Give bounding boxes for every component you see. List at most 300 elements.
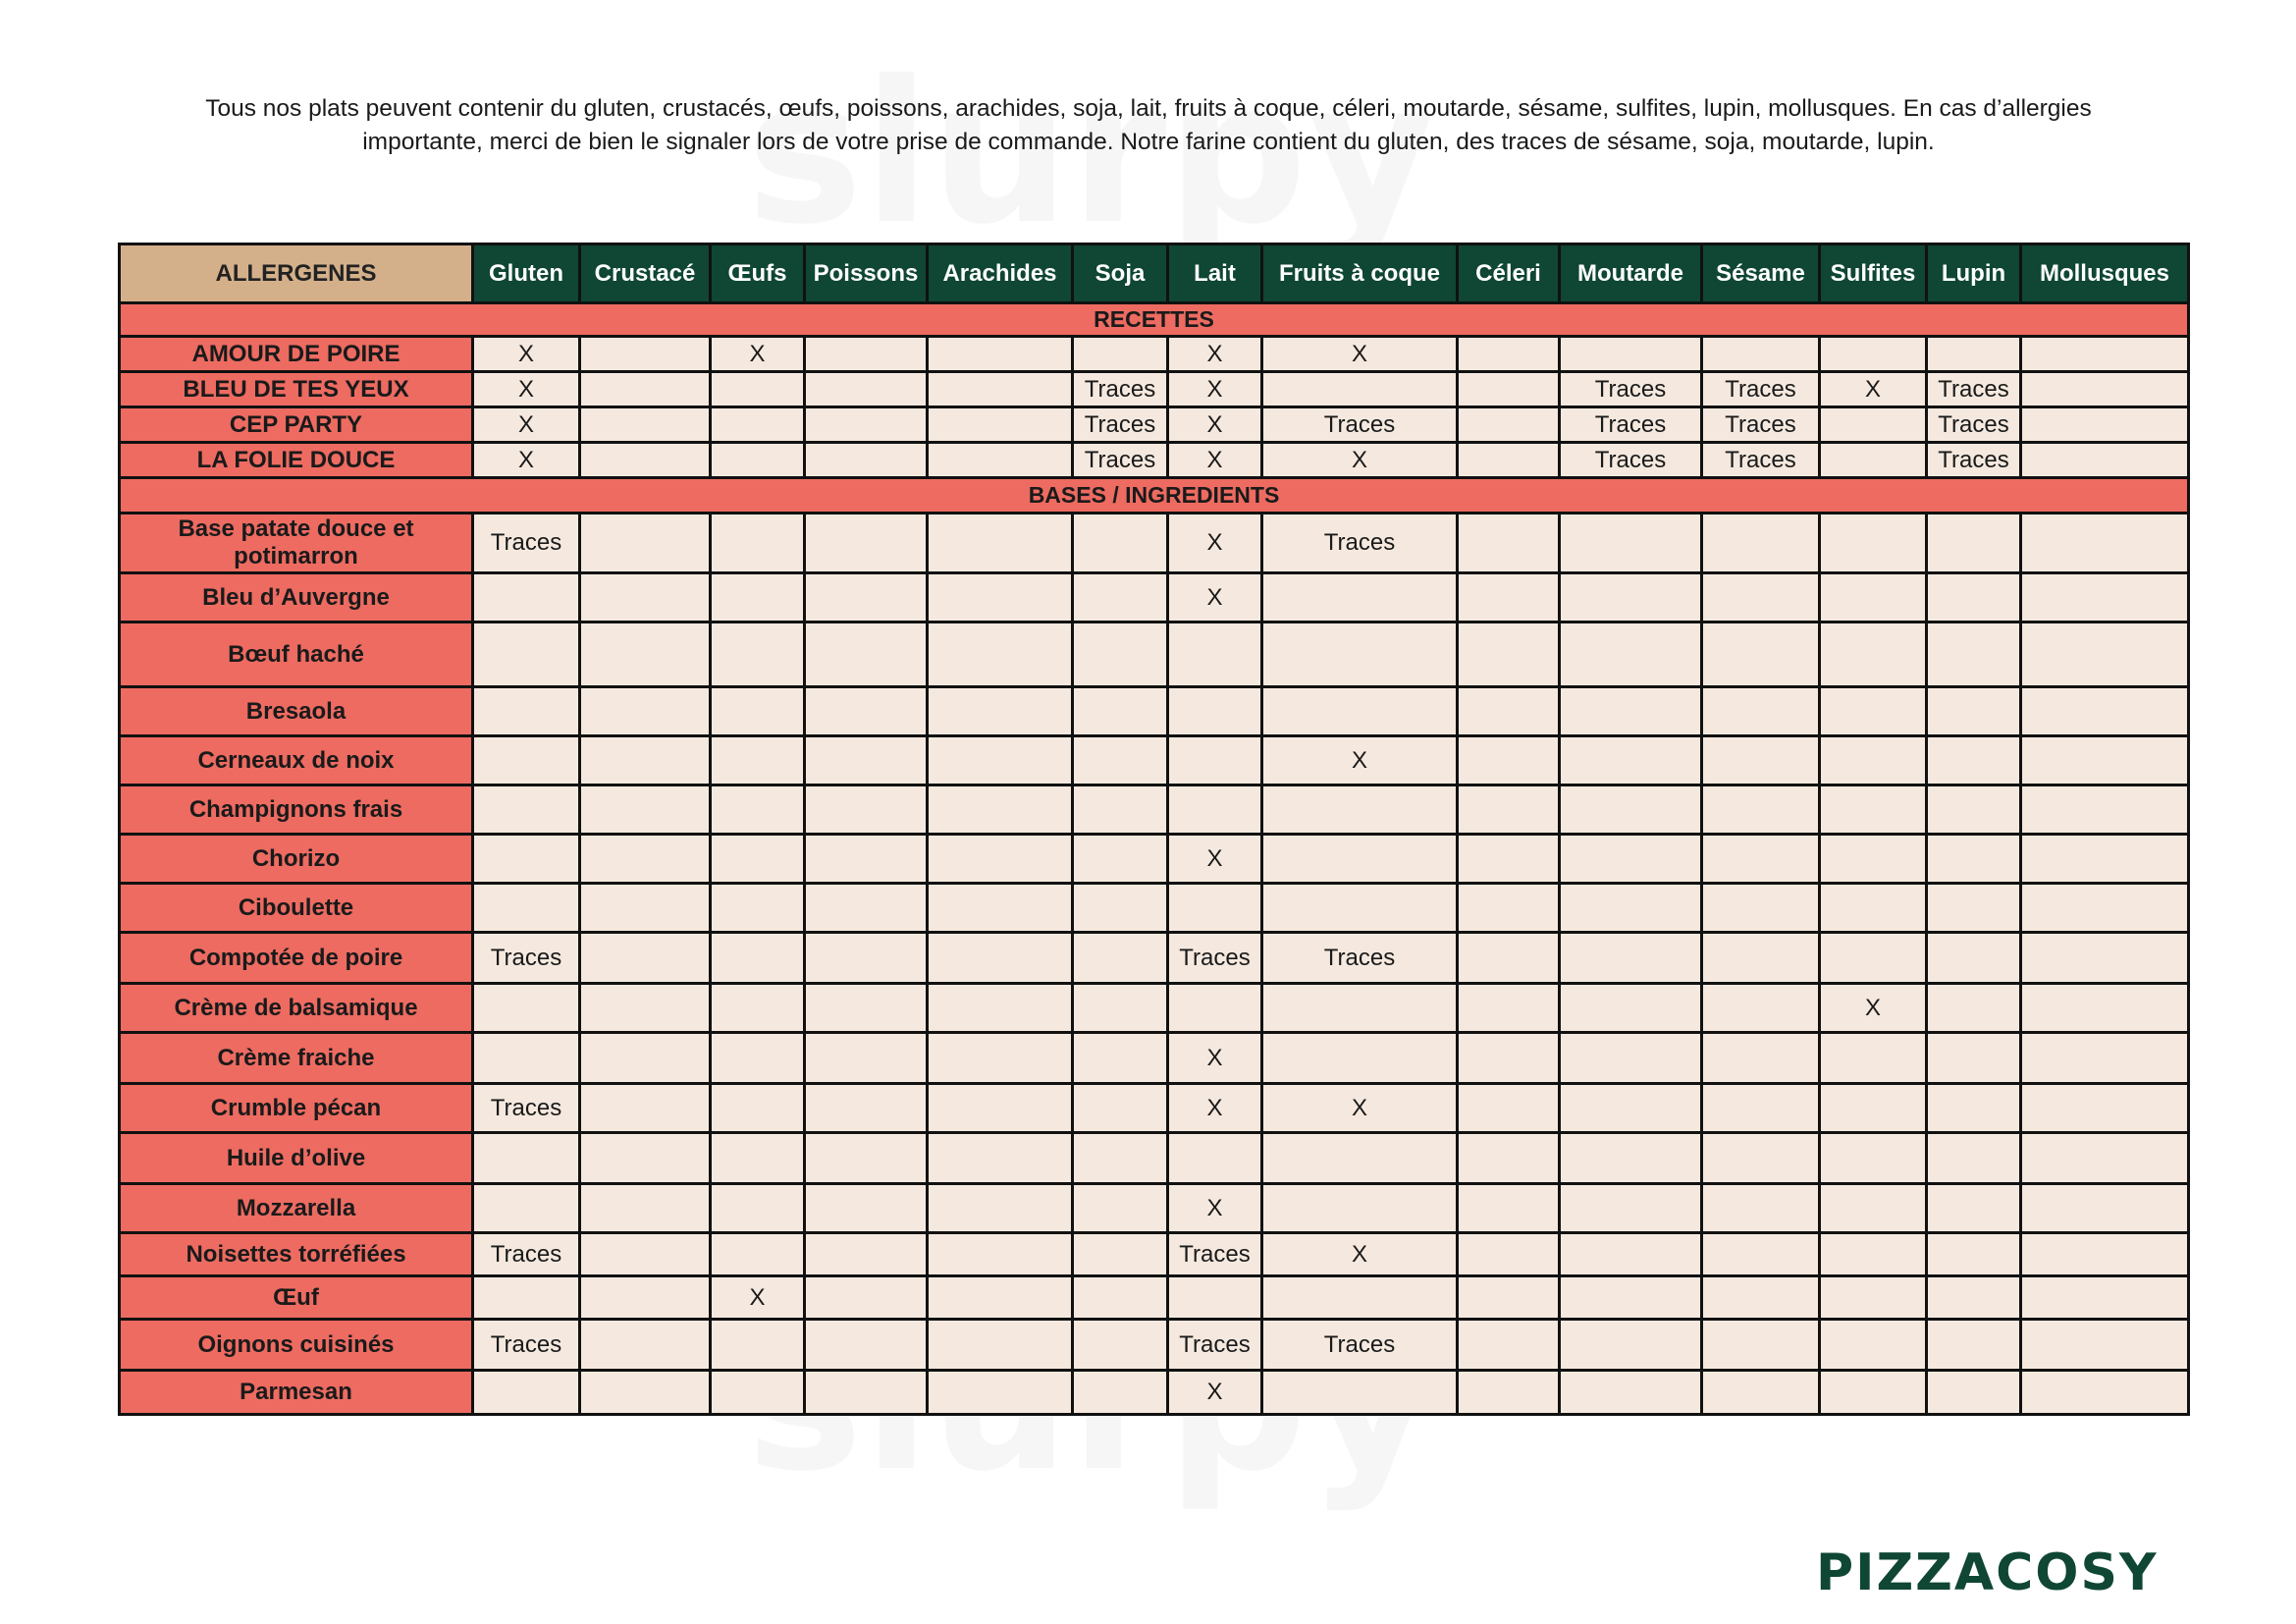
table-row (120, 1184, 2189, 1233)
allergen-cell (1458, 1233, 1560, 1276)
table-row (120, 984, 2189, 1033)
allergen-cell (928, 1084, 1073, 1133)
allergen-cell (805, 623, 928, 687)
allergen-cell (2021, 1320, 2189, 1371)
allergen-cell (1702, 835, 1820, 884)
allergen-cell (473, 984, 580, 1033)
allergen-cell (580, 1371, 711, 1415)
allergen-cell (711, 785, 805, 835)
allergen-cell (1702, 933, 1820, 984)
allergen-cell (2021, 337, 2189, 372)
allergen-cell (1927, 623, 2021, 687)
allergen-cell (1702, 337, 1820, 372)
allergen-cell (1073, 835, 1168, 884)
allergen-cell (2021, 372, 2189, 407)
row-label: Compotée de poire (120, 933, 473, 984)
allergen-cell (1560, 687, 1702, 736)
row-label: CEP PARTY (120, 407, 473, 443)
allergen-cell (1073, 1233, 1168, 1276)
allergen-cell (2021, 1184, 2189, 1233)
allergen-cell (928, 1276, 1073, 1320)
allergen-cell (928, 835, 1073, 884)
allergen-cell: Traces (1702, 407, 1820, 443)
allergen-cell (1168, 785, 1262, 835)
allergen-cell (2021, 984, 2189, 1033)
table-row (120, 785, 2189, 835)
allergen-cell: X (1820, 372, 1927, 407)
allergen-cell (1702, 1371, 1820, 1415)
allergen-cell (1820, 573, 1927, 623)
allergen-cell: Traces (473, 1233, 580, 1276)
allergen-cell (580, 687, 711, 736)
allergen-cell (1560, 1084, 1702, 1133)
allergen-cell (805, 785, 928, 835)
row-label: Ciboulette (120, 884, 473, 933)
allergen-cell (928, 623, 1073, 687)
allergen-cell: X (473, 407, 580, 443)
allergen-cell (928, 1371, 1073, 1415)
allergen-cell (805, 687, 928, 736)
allergen-cell (580, 1276, 711, 1320)
allergen-cell (473, 573, 580, 623)
allergen-cell (1560, 884, 1702, 933)
allergen-cell (2021, 1084, 2189, 1133)
allergen-cell (473, 884, 580, 933)
allergen-cell (580, 337, 711, 372)
table-row (120, 407, 2189, 443)
allergen-cell (1168, 884, 1262, 933)
allergen-cell (711, 984, 805, 1033)
allergen-cell: X (1168, 372, 1262, 407)
row-label: Parmesan (120, 1371, 473, 1415)
allergen-cell (1702, 984, 1820, 1033)
table-row (120, 1233, 2189, 1276)
allergen-cell: Traces (1073, 372, 1168, 407)
allergen-cell (1458, 1184, 1560, 1233)
allergen-cell: X (1168, 835, 1262, 884)
allergen-cell (805, 933, 928, 984)
allergen-cell (711, 1233, 805, 1276)
allergen-cell: X (1168, 573, 1262, 623)
allergen-cell (1820, 687, 1927, 736)
allergen-cell (2021, 933, 2189, 984)
allergen-cell: X (1820, 984, 1927, 1033)
table-row (120, 835, 2189, 884)
allergen-cell (1927, 1133, 2021, 1184)
allergen-cell: Traces (1262, 407, 1458, 443)
allergen-cell (805, 1033, 928, 1084)
row-label: Crème fraiche (120, 1033, 473, 1084)
allergen-cell (1560, 514, 1702, 573)
allergen-cell (1702, 573, 1820, 623)
allergen-cell (2021, 1033, 2189, 1084)
allergen-cell (805, 1133, 928, 1184)
allergen-cell: X (1168, 443, 1262, 478)
allergen-cell: Traces (1168, 1320, 1262, 1371)
allergen-cell (1702, 1184, 1820, 1233)
allergen-cell (2021, 1133, 2189, 1184)
allergen-cell (928, 736, 1073, 785)
allergen-cell (1560, 1184, 1702, 1233)
allergen-cell (1927, 984, 2021, 1033)
allergen-cell: Traces (1927, 372, 2021, 407)
allergen-cell (1262, 1133, 1458, 1184)
allergen-cell (1458, 1276, 1560, 1320)
allergen-cell (1458, 1320, 1560, 1371)
column-header: Céleri (1458, 244, 1560, 303)
allergen-cell (1458, 785, 1560, 835)
allergen-cell (1560, 984, 1702, 1033)
header-row (120, 244, 2189, 303)
allergen-cell (1458, 835, 1560, 884)
allergen-cell (1560, 933, 1702, 984)
allergen-cell (1073, 337, 1168, 372)
allergen-cell (928, 1133, 1073, 1184)
allergen-cell (1927, 1276, 2021, 1320)
section-row (120, 478, 2189, 514)
allergen-cell: Traces (1927, 443, 2021, 478)
allergen-cell (805, 372, 928, 407)
allergen-cell (1702, 687, 1820, 736)
allergen-cell: Traces (473, 933, 580, 984)
allergen-cell (1262, 1371, 1458, 1415)
allergen-cell (1458, 514, 1560, 573)
allergen-cell (473, 1371, 580, 1415)
allergen-cell (1820, 1133, 1927, 1184)
allergen-cell (928, 1033, 1073, 1084)
allergen-cell (1820, 736, 1927, 785)
allergen-cell: Traces (1560, 407, 1702, 443)
allergen-cell (711, 736, 805, 785)
column-header: Œufs (711, 244, 805, 303)
allergen-cell (580, 514, 711, 573)
allergen-cell (1702, 1133, 1820, 1184)
allergen-cell (805, 884, 928, 933)
allergen-cell (1927, 687, 2021, 736)
allergen-cell: X (473, 337, 580, 372)
table-row (120, 514, 2189, 573)
allergen-cell (1820, 1084, 1927, 1133)
allergen-cell (1927, 1371, 2021, 1415)
row-label: Chorizo (120, 835, 473, 884)
allergen-cell (1820, 443, 1927, 478)
row-label: Oignons cuisinés (120, 1320, 473, 1371)
allergen-cell (928, 933, 1073, 984)
allergen-cell (1927, 884, 2021, 933)
row-label: Champignons frais (120, 785, 473, 835)
allergen-cell: X (473, 443, 580, 478)
allergen-cell (473, 1133, 580, 1184)
allergen-cell (580, 785, 711, 835)
allergen-cell (1073, 933, 1168, 984)
allergen-cell (928, 785, 1073, 835)
allergen-cell (1262, 984, 1458, 1033)
allergen-cell (1168, 736, 1262, 785)
allergen-cell (580, 1084, 711, 1133)
column-header: Sésame (1702, 244, 1820, 303)
allergen-cell (711, 1133, 805, 1184)
allergen-cell (2021, 443, 2189, 478)
allergen-cell (1560, 573, 1702, 623)
allergen-cell: X (1168, 337, 1262, 372)
row-label: Œuf (120, 1276, 473, 1320)
allergen-cell (711, 372, 805, 407)
allergen-cell (1927, 1233, 2021, 1276)
allergen-cell (805, 736, 928, 785)
allergen-cell (1560, 1033, 1702, 1084)
allergen-cell (1927, 573, 2021, 623)
brand-logo: PIZZACOSY (1816, 1543, 2159, 1602)
allergen-cell (1262, 1276, 1458, 1320)
allergen-cell (1073, 1276, 1168, 1320)
allergen-cell (1458, 623, 1560, 687)
allergen-cell (1820, 1033, 1927, 1084)
allergen-cell: X (711, 1276, 805, 1320)
allergen-cell (1073, 514, 1168, 573)
table-row (120, 687, 2189, 736)
allergen-cell (1458, 1084, 1560, 1133)
allergen-cell (711, 933, 805, 984)
row-label: Crème de balsamique (120, 984, 473, 1033)
column-header: Sulfites (1820, 244, 1927, 303)
allergen-cell (580, 835, 711, 884)
allergen-cell (928, 407, 1073, 443)
allergen-cell: Traces (1168, 933, 1262, 984)
allergen-cell (805, 835, 928, 884)
column-header: Soja (1073, 244, 1168, 303)
allergen-cell (1458, 736, 1560, 785)
allergen-cell (1073, 1033, 1168, 1084)
allergen-cell: X (1262, 337, 1458, 372)
allergen-cell: X (1168, 1033, 1262, 1084)
allergen-cell (580, 1184, 711, 1233)
allergen-cell: X (1262, 443, 1458, 478)
allergen-cell (1168, 623, 1262, 687)
allergen-cell (1560, 1320, 1702, 1371)
allergen-cell (1702, 514, 1820, 573)
allergen-cell (1702, 1320, 1820, 1371)
allergen-cell: X (1262, 1233, 1458, 1276)
allergen-cell (473, 1033, 580, 1084)
allergen-cell: Traces (473, 1320, 580, 1371)
allergen-cell (928, 337, 1073, 372)
allergen-cell (711, 443, 805, 478)
allergen-cell (1927, 1033, 2021, 1084)
section-title: BASES / INGREDIENTS (120, 478, 2189, 514)
row-label: LA FOLIE DOUCE (120, 443, 473, 478)
column-header: Gluten (473, 244, 580, 303)
table-row (120, 736, 2189, 785)
row-label: Huile d’olive (120, 1133, 473, 1184)
table-row (120, 337, 2189, 372)
allergen-cell (805, 443, 928, 478)
table-row (120, 1320, 2189, 1371)
allergen-cell: Traces (1262, 1320, 1458, 1371)
column-header: Moutarde (1560, 244, 1702, 303)
allergen-cell (1262, 884, 1458, 933)
allergen-cell (2021, 407, 2189, 443)
allergen-cell (1262, 687, 1458, 736)
allergen-cell (580, 573, 711, 623)
allergen-cell (1702, 1084, 1820, 1133)
allergen-cell (580, 623, 711, 687)
allergen-cell (1702, 884, 1820, 933)
allergen-cell (1168, 1276, 1262, 1320)
table-row (120, 1371, 2189, 1415)
allergen-cell (805, 1084, 928, 1133)
allergen-cell: Traces (1560, 372, 1702, 407)
allergen-cell (805, 1184, 928, 1233)
row-label: BLEU DE TES YEUX (120, 372, 473, 407)
allergen-cell (1458, 884, 1560, 933)
allergen-cell (928, 1184, 1073, 1233)
table-row (120, 623, 2189, 687)
allergen-table (118, 243, 2190, 1416)
allergen-cell (580, 1320, 711, 1371)
section-title: RECETTES (120, 303, 2189, 337)
allergen-cell (2021, 785, 2189, 835)
allergen-cell (1560, 736, 1702, 785)
allergen-cell (2021, 884, 2189, 933)
allergen-cell (1458, 372, 1560, 407)
allergen-cell (1262, 785, 1458, 835)
allergen-cell (928, 1233, 1073, 1276)
allergen-cell: X (1168, 1371, 1262, 1415)
allergen-cell (711, 623, 805, 687)
allergen-cell (473, 1276, 580, 1320)
allergen-cell (1927, 1184, 2021, 1233)
allergen-cell (1073, 623, 1168, 687)
allergen-cell (580, 984, 711, 1033)
allergen-cell (2021, 835, 2189, 884)
allergen-cell (1073, 736, 1168, 785)
allergen-cell: Traces (1702, 372, 1820, 407)
allergen-cell (1820, 884, 1927, 933)
allergen-cell (711, 407, 805, 443)
allergen-cell (1262, 1033, 1458, 1084)
allergen-cell (473, 785, 580, 835)
allergen-cell (1560, 337, 1702, 372)
allergen-cell (928, 984, 1073, 1033)
row-label: Bresaola (120, 687, 473, 736)
allergen-cell (1073, 1133, 1168, 1184)
allergen-cell (473, 736, 580, 785)
allergen-cell (805, 337, 928, 372)
allergen-cell (580, 372, 711, 407)
allergen-cell (928, 573, 1073, 623)
allergen-cell: X (1168, 1184, 1262, 1233)
allergen-cell (1927, 933, 2021, 984)
allergen-cell (1927, 1320, 2021, 1371)
allergen-cell: X (473, 372, 580, 407)
allergen-cell (2021, 573, 2189, 623)
allergen-cell (1073, 1084, 1168, 1133)
allergen-cell (1458, 687, 1560, 736)
table-row (120, 933, 2189, 984)
allergen-cell (805, 1233, 928, 1276)
allergen-cell (805, 984, 928, 1033)
allergen-cell (1702, 623, 1820, 687)
allergen-cell (928, 687, 1073, 736)
allergen-cell (1262, 372, 1458, 407)
section-row (120, 303, 2189, 337)
allergen-cell (580, 933, 711, 984)
allergen-cell: Traces (1927, 407, 2021, 443)
allergen-cell (2021, 1276, 2189, 1320)
allergen-cell (580, 736, 711, 785)
row-label: Bœuf haché (120, 623, 473, 687)
allergen-cell: Traces (1073, 443, 1168, 478)
allergen-notice: Tous nos plats peuvent contenir du gluten, crustacés, œufs, poissons, arachides, soja, lait, fruits à coque, céleri, moutarde, sésame, sulfites, lupin, mollusques. En cas d’allergies importante, merci de bien le signaler lors de votre prise de commande. Notre farine contient du gluten, des traces de sésame, soja, moutarde, lupin. (205, 95, 2092, 155)
allergen-cell (928, 372, 1073, 407)
allergen-cell (1073, 785, 1168, 835)
column-header: Lupin (1927, 244, 2021, 303)
allergen-cell (1168, 1133, 1262, 1184)
allergen-cell (711, 1371, 805, 1415)
allergen-cell (1927, 835, 2021, 884)
row-label: AMOUR DE POIRE (120, 337, 473, 372)
allergen-cell (1458, 443, 1560, 478)
allergen-cell: Traces (473, 1084, 580, 1133)
allergen-cell: Traces (1168, 1233, 1262, 1276)
table-row (120, 1276, 2189, 1320)
allergen-cell (805, 1320, 928, 1371)
allergen-cell (711, 1320, 805, 1371)
allergen-cell (1262, 835, 1458, 884)
allergen-cell: Traces (473, 514, 580, 573)
allergen-cell (1073, 1320, 1168, 1371)
allergen-cell (473, 687, 580, 736)
allergen-cell (1458, 1133, 1560, 1184)
allergen-cell: Traces (1262, 514, 1458, 573)
allergen-cell (2021, 514, 2189, 573)
column-header: Poissons (805, 244, 928, 303)
allergen-cell (928, 1320, 1073, 1371)
allergen-cell (1168, 687, 1262, 736)
table-row (120, 1133, 2189, 1184)
row-label: Noisettes torréfiées (120, 1233, 473, 1276)
allergen-cell (1073, 1371, 1168, 1415)
allergen-cell (2021, 736, 2189, 785)
allergen-cell (1458, 1371, 1560, 1415)
allergen-cell (1820, 1184, 1927, 1233)
column-header: Fruits à coque (1262, 244, 1458, 303)
allergen-cell (928, 514, 1073, 573)
allergen-cell: X (1262, 736, 1458, 785)
column-header: Mollusques (2021, 244, 2189, 303)
allergen-cell (580, 443, 711, 478)
allergen-cell (1702, 1276, 1820, 1320)
allergen-cell: X (1262, 1084, 1458, 1133)
allergen-cell (473, 1184, 580, 1233)
allergen-cell (580, 407, 711, 443)
allergen-cell (2021, 1233, 2189, 1276)
allergen-cell (1262, 1184, 1458, 1233)
allergen-cell (1073, 884, 1168, 933)
allergen-cell (1458, 1033, 1560, 1084)
allergen-cell (580, 1233, 711, 1276)
allergen-cell (1927, 785, 2021, 835)
allergen-cell (928, 443, 1073, 478)
allergen-cell (805, 1276, 928, 1320)
corner-header: ALLERGENES (120, 244, 473, 303)
allergen-cell (2021, 623, 2189, 687)
allergen-cell (1560, 1371, 1702, 1415)
allergen-cell (1820, 785, 1927, 835)
allergen-cell (1820, 337, 1927, 372)
allergen-cell (805, 573, 928, 623)
allergen-cell (1560, 1233, 1702, 1276)
